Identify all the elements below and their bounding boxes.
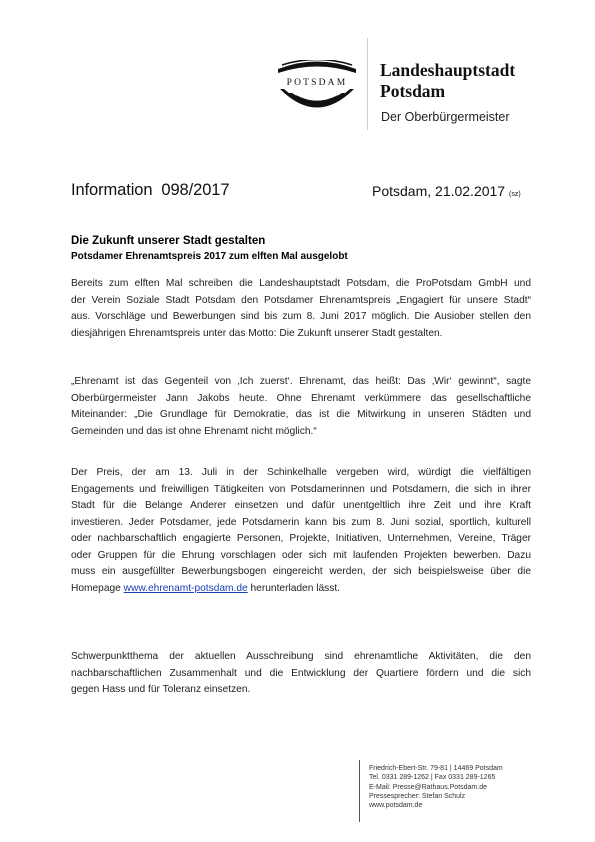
paragraph-line: „Ehrenamt ist das Gegenteil von ‚Ich zuerst‘. Ehrenamt, das heißt: Das ‚Wir‘ gewinnt“, sagte bbox=[71, 376, 531, 387]
office-name: Der Oberbürgermeister bbox=[381, 110, 510, 124]
information-number: Information 098/2017 bbox=[71, 181, 230, 199]
paragraph-line: Bereits zum elften Mal schreiben die Landeshauptstadt Potsdam, die ProPotsdam GmbH und bbox=[71, 278, 531, 289]
paragraph-line: Gemeinden und das ist ohne Ehrenamt nicht möglich.“ bbox=[71, 425, 317, 437]
potsdam-emblem-icon bbox=[276, 60, 358, 112]
paragraph-line: Miteinander: „Die Grundlage für Demokratie, das ist die Mitwirkung in unseren Städten und bbox=[71, 409, 531, 420]
paragraph-line: Stadt für die Belange Anderer einsetzen und dafür unentgeltlich ihre Zeit und ihre Kraft bbox=[71, 500, 531, 511]
author-signature: (sz) bbox=[509, 191, 521, 198]
paragraph-line: der Verein Soziale Stadt Potsdam den Potsdamer Ehrenamtspreis „Engagiert für unsere Stadt“ bbox=[71, 294, 531, 306]
footer-website[interactable]: www.potsdam.de bbox=[369, 802, 423, 810]
paragraph-1 bbox=[71, 276, 531, 342]
paragraph-line: Der Preis, der am 13. Juli in der Schinkelhalle vergeben wird, würdigt die vielfältigen bbox=[71, 467, 531, 478]
paragraph-line: muss ein ausgefüllter Bewerbungsbogen eingereicht werden, der sich beispielsweise über die bbox=[71, 566, 531, 577]
homepage-prefix: Homepage bbox=[71, 582, 124, 594]
logo-text: POTSDAM bbox=[286, 78, 348, 88]
page-title: Die Zukunft unserer Stadt gestalten bbox=[71, 235, 266, 247]
paragraph-line: aus. Vorschläge und Bewerbungen sind bis zum 8. Juni 2017 möglich. Die Ausiober stellen den bbox=[71, 311, 531, 322]
paragraph-line: nachbarschaftlichen Zusammenhalt und die Entwicklung der Quartiere fördern und die sich bbox=[71, 667, 531, 679]
place-date-text: Potsdam, 21.02.2017 bbox=[372, 183, 506, 199]
paragraph-line: Oberbürgermeister Jann Jakobs heute. Ohne Ehrenamt verkümmere das gesellschaftliche bbox=[71, 392, 531, 404]
paragraph-line: investieren. Jeder Potsdamer, jede Potsdamerin kann bis zum 8. Juni sozial, sportlich, kulturell bbox=[71, 516, 531, 528]
homepage-suffix: herunterladen lässt. bbox=[247, 582, 340, 594]
paragraph-line: Schwerpunktthema der aktuellen Ausschreibung sind ehrenamtliche Aktivitäten, die den bbox=[71, 651, 531, 662]
paragraph-line: gegen Hass und für Toleranz einsetzen. bbox=[71, 684, 251, 695]
org-line-2: Potsdam bbox=[380, 80, 446, 101]
paragraph-line bbox=[71, 581, 531, 598]
footer-address: Friedrich-Ebert-Str. 79-81 | 14469 Potsdam bbox=[369, 765, 503, 772]
homepage-link[interactable]: www.ehrenamt-potsdam.de bbox=[123, 582, 248, 594]
paragraph-3 bbox=[71, 465, 531, 597]
footer-contact bbox=[369, 764, 503, 810]
paragraph-line: oder Gruppen für die Ehrung vorschlagen oder sich mit laufenden Projekten bewerben. Dazu bbox=[71, 549, 531, 561]
paragraph-line: oder nachbarschaftlich engagierte Personen, Projekte, Initiativen, Unternehmen, Vereine, Träger bbox=[71, 533, 531, 544]
place-date bbox=[372, 183, 521, 199]
footer-email[interactable]: E-Mail: Presse@Rathaus.Potsdam.de bbox=[369, 783, 487, 791]
footer-divider bbox=[359, 760, 360, 822]
paragraph-2 bbox=[71, 374, 531, 440]
paragraph-line: Engagements und freiwilligen Tätigkeiten von Potsdamerinnen und Potsdamern, die sich in ihrer bbox=[71, 483, 531, 495]
organization-name bbox=[380, 60, 515, 101]
footer-phone: Tel. 0331 289-1262 | Fax 0331 289-1265 bbox=[369, 774, 496, 782]
footer-spokesperson: Pressesprecher: Stefan Schulz bbox=[369, 792, 466, 800]
org-line-1: Landeshauptstadt bbox=[380, 60, 516, 80]
paragraph-line: diesjährigen Ehrenamtspreis unter das Motto: Die Zukunft unserer Stadt gestalten. bbox=[71, 327, 443, 339]
city-logo bbox=[276, 60, 358, 112]
page-subtitle: Potsdamer Ehrenamtspreis 2017 zum elften Mal ausgelobt bbox=[71, 251, 348, 262]
paragraph-4 bbox=[71, 649, 531, 699]
letterhead-divider bbox=[367, 38, 368, 130]
